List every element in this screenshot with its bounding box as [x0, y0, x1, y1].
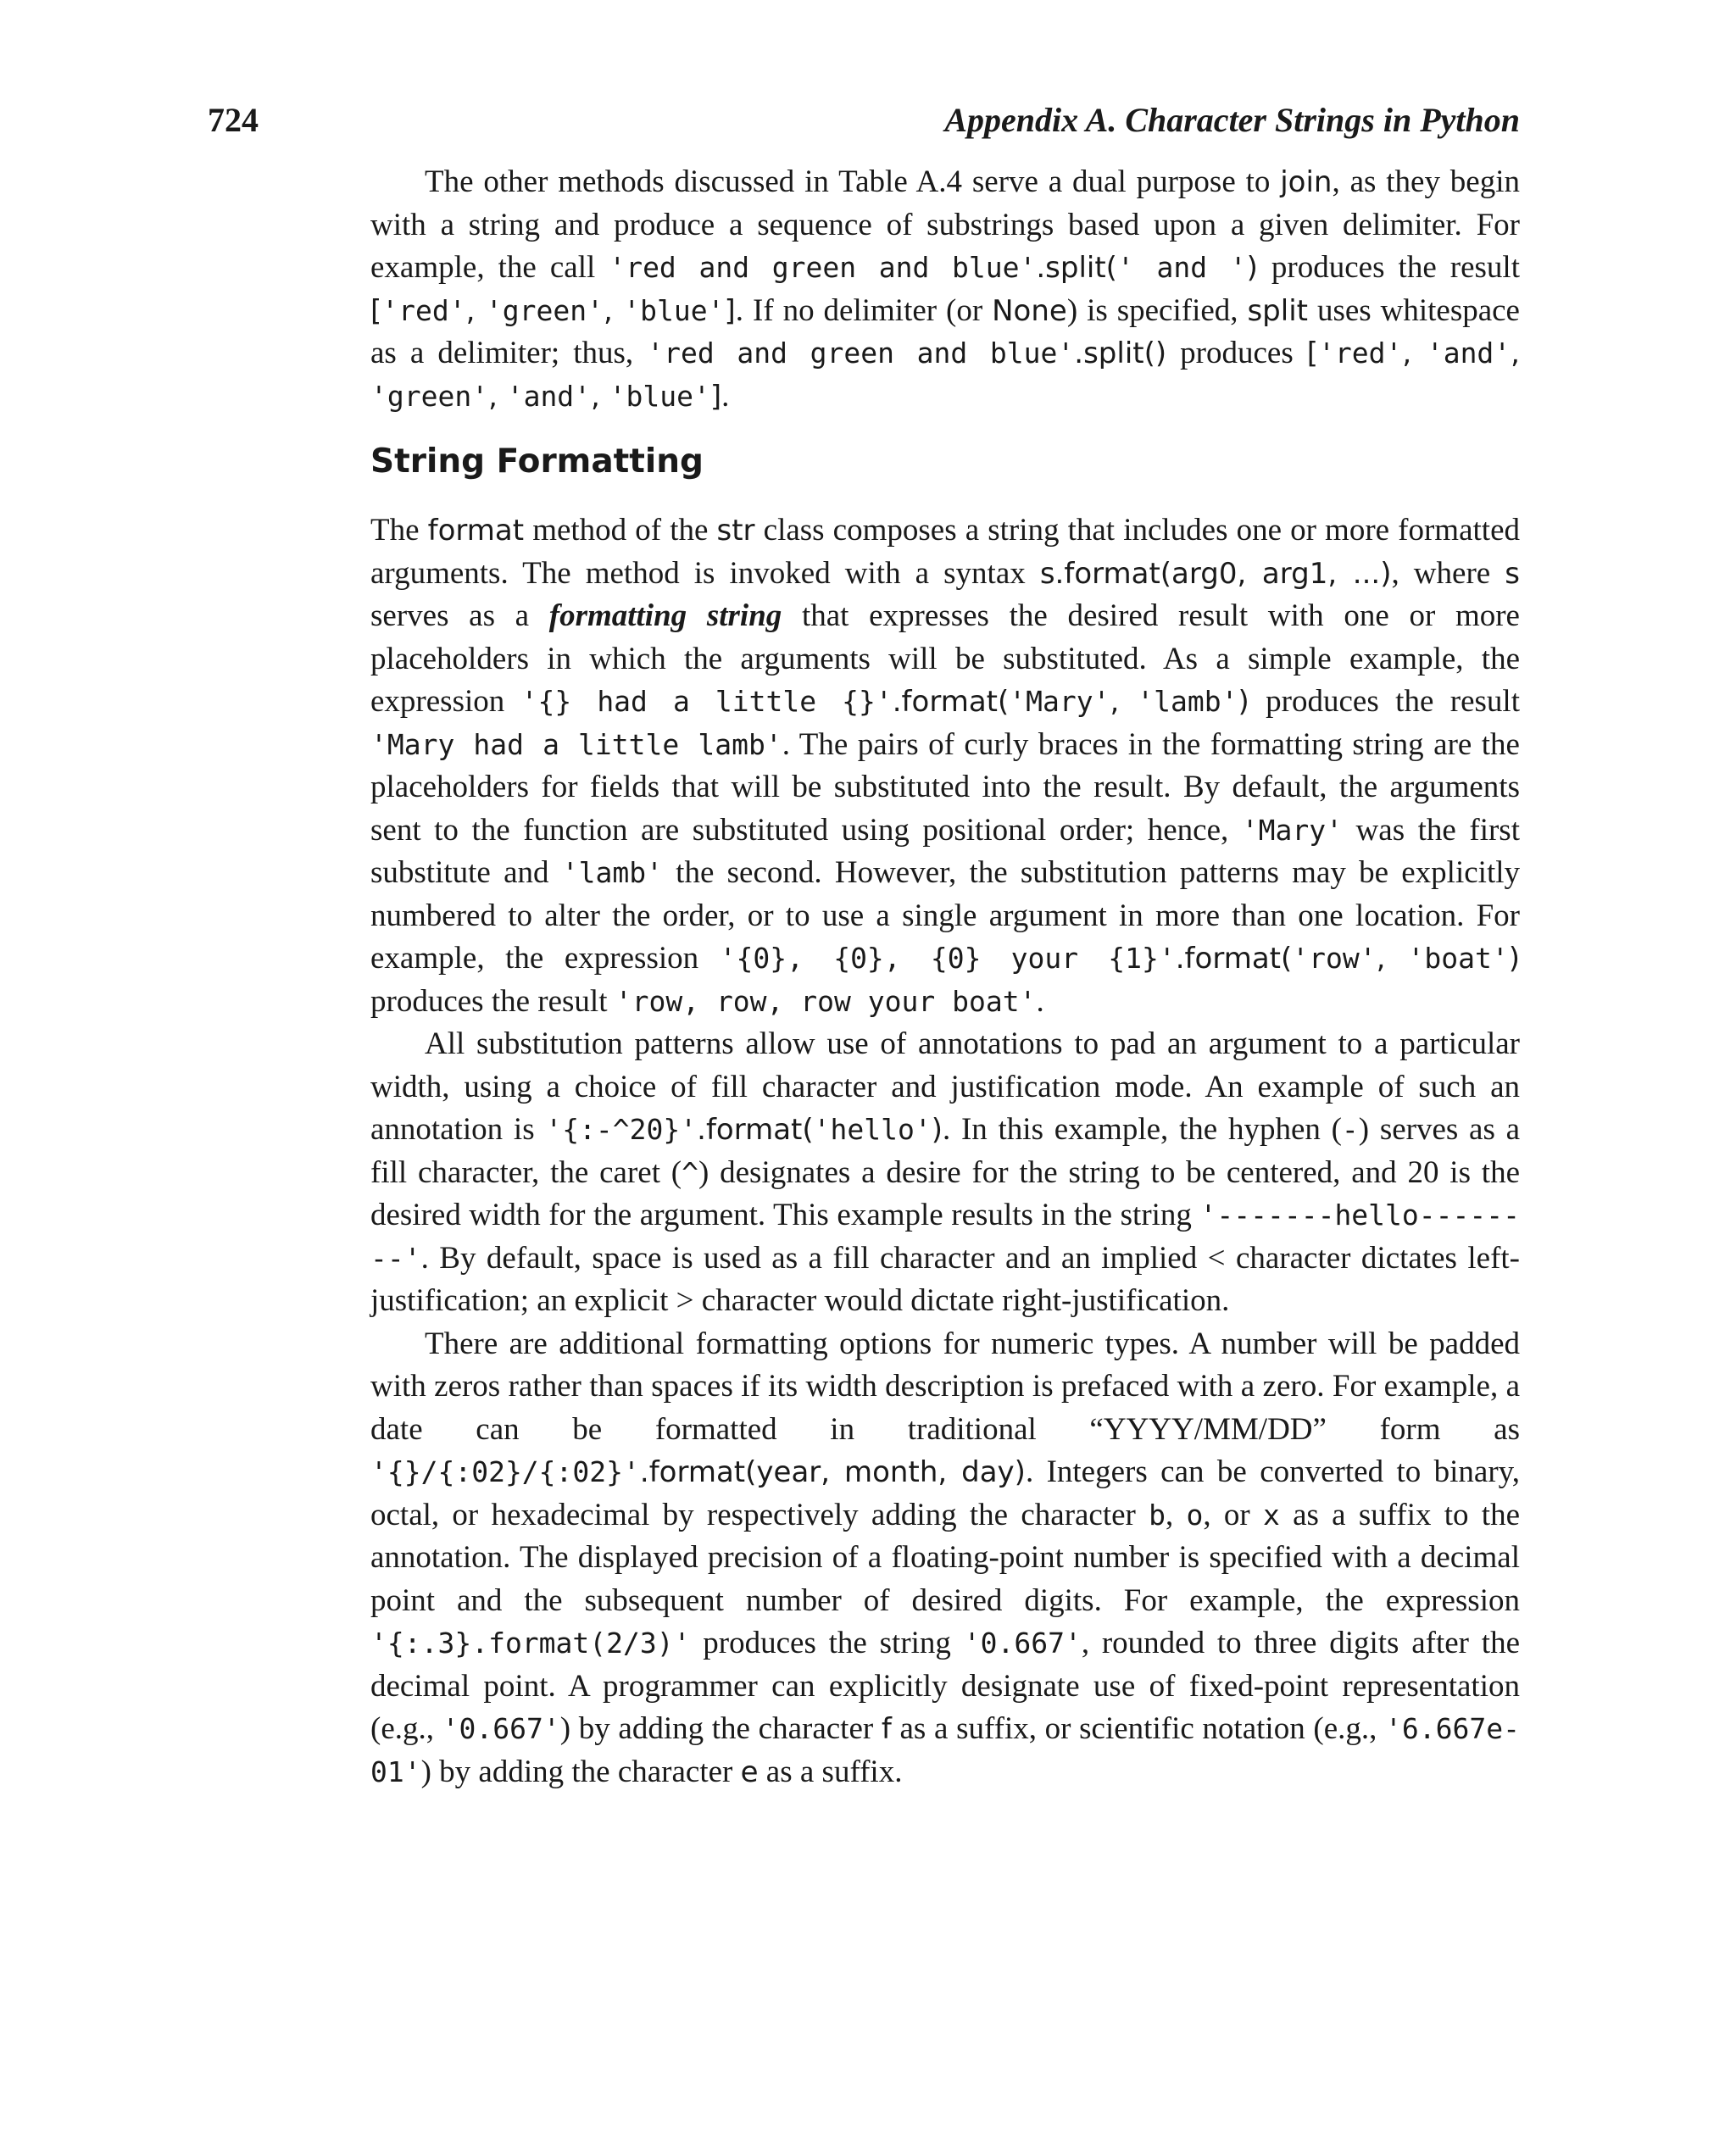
code-identifier: ) — [931, 1113, 943, 1147]
text-run: The other methods discussed in Table A.4 serve a dual purpose to — [425, 164, 1281, 199]
code-identifier: , — [1376, 942, 1408, 976]
text-run: ) designates a desire for the string to be centered, and 20 is the desired width for the argument. This example results in the string — [370, 1154, 1520, 1232]
code-identifier: , — [1402, 336, 1427, 370]
text-run: . — [721, 378, 730, 414]
paragraph — [370, 509, 1520, 1023]
text-run: . — [1036, 983, 1044, 1019]
code-identifier: , — [591, 379, 609, 414]
code-identifier: ] — [709, 379, 722, 414]
code-literal: ' and ' — [1116, 251, 1247, 284]
text-run: the second. However, the substitution patterns may be explicitly numbered to alter the order, or to use a single argument in more than one location. For example, the expression — [370, 855, 1520, 976]
code-literal: '{}/{:02}/{:02}' — [370, 1455, 640, 1488]
code-literal: b — [1149, 1498, 1166, 1532]
code-literal: 'and' — [506, 379, 592, 413]
code-literal: 'hello' — [813, 1113, 932, 1146]
code-literal: '{:.3}.format(2/3)' — [370, 1627, 691, 1660]
text-run: produces the result — [370, 983, 615, 1019]
code-literal: 'Mary had a little lamb' — [370, 727, 782, 761]
code-literal: 'blue' — [609, 379, 710, 413]
code-literal: - — [1341, 1113, 1359, 1146]
code-literal: '6.667e-01' — [370, 1712, 1520, 1788]
code-literal: 'Mary' — [1241, 813, 1344, 847]
code-identifier: .split() — [1074, 336, 1167, 370]
text-run: ) is specified, — [1066, 292, 1248, 328]
text-run: uses whitespace as a delimiter; thus, — [370, 292, 1520, 370]
text-run: produces the result — [1257, 250, 1520, 285]
code-literal: 'Mary' — [1009, 685, 1110, 718]
code-literal: '0.667' — [442, 1712, 560, 1745]
text-run: , or — [1203, 1497, 1263, 1532]
code-identifier: str — [716, 514, 755, 548]
text-run: produces the result — [1249, 684, 1520, 719]
code-identifier: join — [1280, 165, 1333, 199]
code-literal: 'boat' — [1407, 942, 1509, 975]
section-heading: String Formatting — [370, 442, 704, 481]
code-identifier: e — [740, 1755, 759, 1789]
code-identifier: .format( — [1175, 942, 1293, 976]
text-run: . In this example, the hyphen ( — [943, 1112, 1342, 1147]
text-run: as a suffix, or scientific notation (e.g., — [891, 1711, 1386, 1746]
code-identifier: split — [1247, 293, 1308, 328]
code-literal: '-------hello--------' — [370, 1198, 1520, 1275]
code-literal: '{} had a little {}' — [520, 685, 893, 718]
code-identifier: , — [1110, 685, 1138, 719]
code-identifier: f — [881, 1712, 892, 1746]
code-literal: 'lamb' — [561, 856, 663, 889]
text-run: that expresses the desired result with one or more placeholders in which the arguments will be substituted. As a simple example, the expression — [370, 598, 1520, 719]
text-run: serves as a — [370, 598, 549, 633]
code-literal: 'blue' — [623, 293, 725, 327]
code-identifier: format — [427, 514, 525, 548]
code-identifier: [ — [370, 293, 382, 328]
text-run: ) by adding the character — [559, 1711, 882, 1746]
code-identifier: ) — [1508, 942, 1520, 976]
text-run: ) serves as a fill character, the caret ( — [370, 1112, 1521, 1190]
code-identifier: .format(year, month, day) — [639, 1455, 1026, 1489]
text-run: produces the string — [690, 1626, 964, 1660]
code-identifier: ) — [1238, 685, 1249, 719]
code-literal: 'row' — [1292, 942, 1377, 975]
text-run: , where — [1391, 555, 1505, 591]
text-run: produces — [1166, 336, 1307, 370]
paragraph — [370, 161, 1520, 418]
paragraph — [370, 1323, 1520, 1794]
code-literal: 'lamb' — [1137, 685, 1238, 718]
text-run: There are additional formatting options for numeric types. A number will be padded with zeros rather than spaces if its width description is prefaced with a zero. For example, a date can be formatted in traditional “YYYY/MM/DD” form as — [370, 1326, 1520, 1447]
code-identifier: None — [992, 293, 1067, 328]
code-literal: 'row, row, row your boat' — [615, 984, 1037, 1018]
text-run: . The pairs of curly braces in the formatting string are the placeholders for fields that will be substituted into the result. By default, the arguments sent to the function are substituted using positional order; hence, — [370, 726, 1520, 848]
chapter-title: Appendix A. Character Strings in Python — [944, 101, 1520, 139]
code-literal: o — [1186, 1498, 1204, 1532]
text-run: class composes a string that includes one or more formatted arguments. The method is invoked with a syntax — [370, 513, 1520, 591]
code-literal: '{:-^20}' — [545, 1113, 698, 1146]
code-literal: 'red and green and blue' — [609, 251, 1037, 284]
code-literal: ^ — [682, 1155, 698, 1189]
code-literal: 'red' — [1318, 336, 1403, 370]
code-literal: 'green' — [370, 379, 489, 413]
text-run: , — [1166, 1497, 1187, 1532]
text-run: as a suffix to the annotation. The displayed precision of a floating-point number is specified with a decimal point and the subsequent number of desired digits. For example, the expression — [370, 1497, 1520, 1618]
code-identifier: .format( — [892, 685, 1010, 719]
text-run: All substitution patterns allow use of annotations to pad an argument to a particular width, using a choice of fill character and justification mode. An example of such an annotation is — [370, 1026, 1520, 1147]
text-run: . Integers can be converted to binary, octal, or hexadecimal by respectively adding the character — [370, 1454, 1521, 1532]
code-literal: 'red' — [381, 293, 466, 327]
code-identifier: s — [1505, 556, 1520, 591]
text-run: as a suffix. — [758, 1754, 903, 1789]
text-run: . By default, space is used as a fill character and an implied < character dictates left-justification; an explicit > character would dictate right-justification. — [370, 1240, 1520, 1318]
running-head — [208, 100, 1520, 144]
emphasis-term: formatting string — [548, 598, 782, 633]
code-identifier: .split( — [1036, 251, 1117, 285]
code-identifier: s.format(arg0, arg1, ...) — [1039, 556, 1392, 591]
text-run: was the first substitute and — [370, 812, 1520, 890]
text-run: , as they begin with a string and produce a sequence of substrings based upon a given delimiter. For example, the call — [370, 164, 1520, 285]
code-identifier: .format( — [697, 1113, 814, 1147]
code-literal: x — [1262, 1498, 1280, 1532]
code-literal: 'and' — [1426, 336, 1511, 370]
body-text — [370, 161, 1520, 1793]
code-identifier: [ — [1306, 336, 1319, 370]
text-run: . If no delimiter (or — [735, 292, 993, 328]
text-run: ) by adding the character — [420, 1754, 741, 1789]
code-identifier: ] — [724, 293, 736, 328]
code-identifier: , — [488, 379, 507, 414]
text-run: , rounded to three digits after the decimal point. A programmer can explicitly designate use of fixed-point representation (e.g., — [370, 1626, 1521, 1746]
code-literal: '0.667' — [963, 1627, 1082, 1660]
code-literal: '{0}, {0}, {0} your {1}' — [719, 942, 1176, 975]
code-identifier: ) — [1246, 251, 1258, 285]
page-number: 724 — [208, 101, 259, 139]
text-run: method of the — [524, 513, 717, 548]
code-literal: 'red and green and blue' — [647, 336, 1075, 370]
text-run: The — [370, 513, 428, 548]
paragraph — [370, 1023, 1520, 1323]
code-identifier: , — [604, 293, 624, 328]
code-literal: 'green' — [485, 293, 604, 327]
code-identifier: , — [1511, 336, 1520, 370]
code-identifier: , — [465, 293, 486, 328]
